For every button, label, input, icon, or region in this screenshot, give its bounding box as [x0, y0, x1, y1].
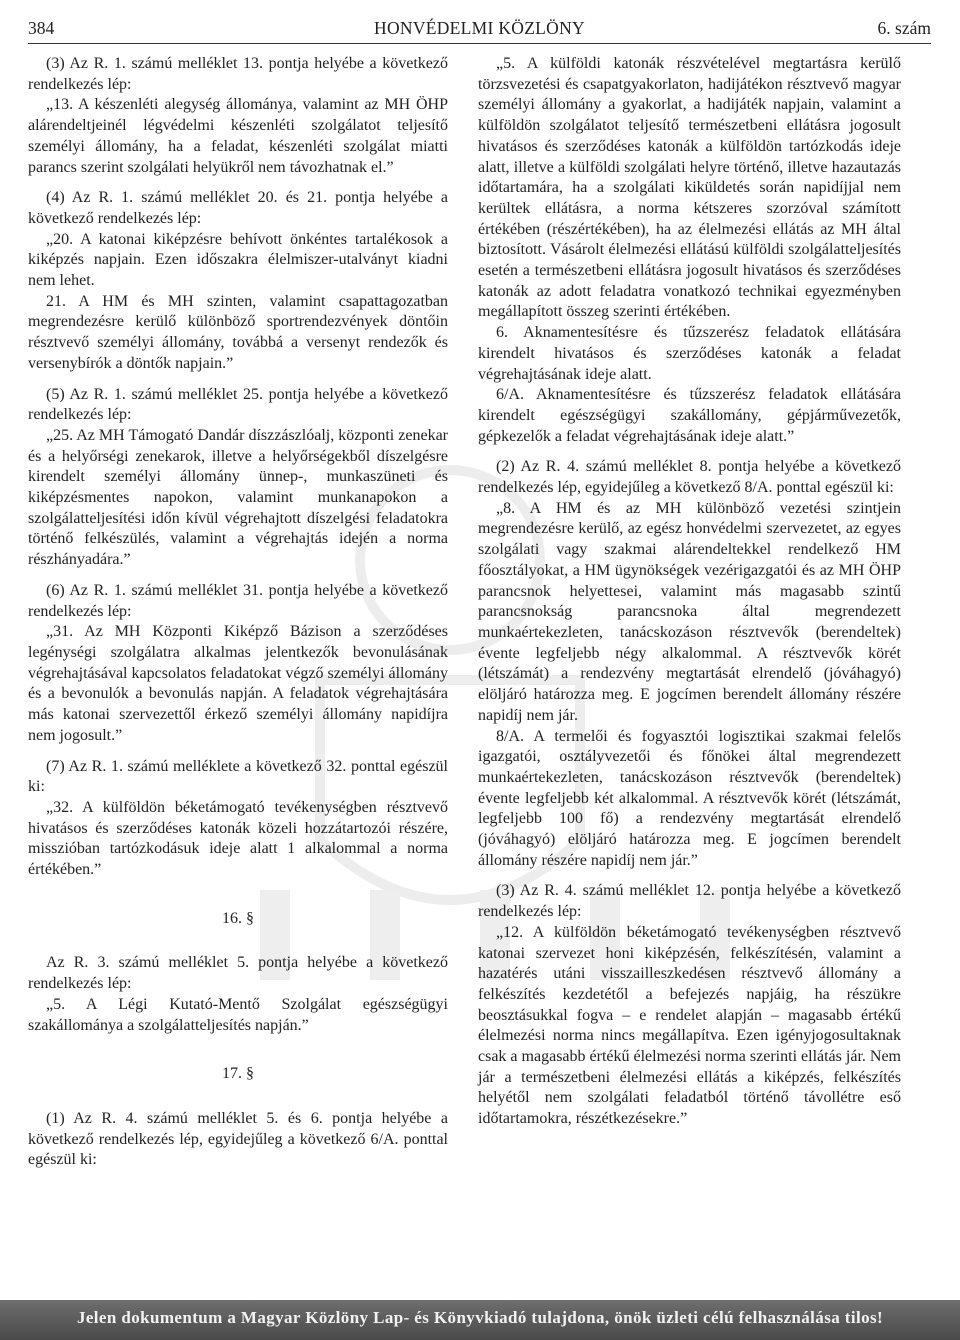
section-heading: 17. §	[222, 1065, 254, 1083]
page-header	[28, 17, 931, 44]
left-column	[28, 54, 448, 1171]
paragraph: 6/A. Aknamentesítésre és tűzszerész feladatok ellátására kirendelt egészségügyi szakállomány, gépjárművezetők, gépkezelők a feladat végrehajtásának ideje alatt.”	[478, 386, 901, 445]
paragraph: 21. A HM és MH szinten, valamint csapattagozatban megrendezésre kerülő különböző sportrendezvények döntőin résztvevő személyi állomány, továbbá a versenyt rendezők és versenybírók a döntők napjain.”	[28, 292, 448, 372]
paragraph: (7) Az R. 1. számú melléklete a következő 32. ponttal egészül ki:	[28, 757, 448, 796]
copyright-notice: Jelen dokumentum a Magyar Közlöny Lap- és Könyvkiadó tulajdona, önök üzleti célú felhasználása tilos!	[76, 1308, 884, 1327]
paragraph: Az R. 3. számú melléklet 5. pontja helyébe a következő rendelkezés lép:	[28, 954, 448, 993]
paragraph: „25. Az MH Támogató Dandár díszzászlóalj, központi zenekar és a helyőrségi zenekarok, illetve a helyőrségekből díszelgésre kirendelt személyi állomány ünnep-, munkaszüneti és kiképzésmentes napokon, valamint munkanapokon a szolgálatteljesítési időn kívül végrehajtott díszelgési feladatokra történő felkészülés, valamint a végrehajtás idején a norma részhányadára.”	[28, 426, 448, 569]
paragraph: (4) Az R. 1. számú melléklet 20. és 21. pontja helyébe a következő rendelkezés lép:	[28, 189, 448, 227]
paragraph: „20. A katonai kiképzésre behívott önkéntes tartalékosok a kiképzés napjain. Ezen időszakra élelmiszer-utalványt kiadni nem lehet.	[28, 230, 448, 290]
paragraph: „5. A külföldi katonák részvételével megtartásra kerülő törzsvezetési és csapatgyakorlaton, hadijátékon résztvevő magyar személyi állomány a gyakorlat, a hadijáték napjain, valamint a külföldön szolgálatot teljesítő természetbeni ellátásra jogosult hivatásos és szerződéses katonák a külföldön tartózkodás ideje alatt, illetve a külföldi szolgálati helyre történő, illetve hazautazás időtartamára, ha a szolgálati kiküldetés során napidíjjal nem kerültek ellátásra, a norma kétszeres szorzóval számított értékében (részértékében), ha az élelmezési ellátás az MH által biztosított. Vásárolt élelmezési ellátású külföldi szolgálatteljesítés esetén a természetbeni ellátásra jogosult hivatásos és szerződéses katonák az adott feladatra vonatkozó technikai egyezményben megállapított összeg szerinti értékében.	[478, 55, 901, 321]
issue-number: 6. szám	[877, 18, 931, 38]
paragraph: „13. A készenléti alegység állománya, valamint az MH ÖHP alárendeltjeinél légvédelmi készenléti szolgálatot teljesítő személyi állomány, ha a feladat, készenléti szolgálat miatti parancs szerint szolgálati helyükről nem távozhatnak el.”	[28, 96, 448, 176]
paragraph: (3) Az R. 1. számú melléklet 13. pontja helyébe a következő rendelkezés lép:	[28, 55, 448, 93]
paragraph: (1) Az R. 4. számú melléklet 5. és 6. pontja helyébe a következő rendelkezés lép, egyidejűleg a következő 6/A. ponttal egészül ki:	[28, 1109, 448, 1169]
paragraph: (3) Az R. 4. számú melléklet 12. pontja helyébe a következő rendelkezés lép:	[478, 882, 901, 921]
paragraph: 6. Aknamentesítésre és tűzszerész feladatok ellátására kirendelt hivatásos és szerződéses katonák a feladat végrehajtásának ideje alatt.	[478, 324, 901, 383]
copyright-footer	[0, 1300, 960, 1340]
paragraph: (5) Az R. 1. számú melléklet 25. pontja helyébe a következő rendelkezés lép:	[28, 385, 448, 424]
paragraph: „31. Az MH Központi Kiképző Bázison a szerződéses legénységi szolgálatra alkalmas jelentkezők bevonulásának végrehajtásával kapcsolatos feladatokat végző személyi állomány és a bevonulók a bevonulás napján. A feladatok végrehajtására más katonai szervezettől érkező személyi állomány napidíjra nem jogosult.”	[28, 623, 448, 744]
right-column	[478, 54, 901, 1130]
section-heading: 16. §	[222, 909, 254, 927]
paragraph: „12. A külföldön béketámogató tevékenységben résztvevő katonai szervezet honi kiképzésén, felkészítésén, valamint a hazatérés utáni visszailleszkedésen résztvevő állomány a felkészítés kezdetétől a befejezés napjáig, ha részükre beosztásukkal fogva – e rendelet alapján – magasabb értékű élelmezési norma nincs megállapítva. Ezen igényjogosultaknak csak a magasabb értékű élelmezési norma szerinti ellátás jár. Nem jár a természetbeni élelmezési ellátás a kiképzés, felkészítés helyétől nem szolgálati feladatból történő távollétre eső időtartamokra, részétkezésekre.”	[478, 923, 901, 1128]
paragraph: (6) Az R. 1. számú melléklet 31. pontja helyébe a következő rendelkezés lép:	[28, 581, 448, 620]
page-number: 384	[28, 18, 55, 38]
paragraph: „8. A HM és az MH különböző vezetési szintjein megrendezésre kerülő, az egész honvédelmi szervezetet, az egyes szolgálati vagy szakmai alárendeltekkel rendelkező HM főosztályokat, a HM ügynökségek vezérigazgatói és az MH ÖHP parancsnok helyettesei, valamint más magasabb szintű parancsnokság parancsnoka által megrendezett munkaértekezleten, tanácskozáson résztvevők (berendeltek) évente legfeljebb négy alkalommal. A résztvevők körét (létszámát) a rendezvény megtartását elrendelő (jóváhagyó) elöljáró határozza meg. E jogcímen berendelt állomány részére napidíj nem jár.	[478, 499, 901, 724]
publication-title: HONVÉDELMI KÖZLÖNY	[374, 18, 585, 38]
paragraph: (2) Az R. 4. számú melléklet 8. pontja helyébe a következő rendelkezés lép, egyidejűleg a következő 8/A. ponttal egészül ki:	[478, 458, 901, 497]
paragraph: 8/A. A termelői és fogyasztói logisztikai szakmai felelős igazgatói, osztályvezetői és főnökei által megrendezett munkaértekezleten, tanácskozáson résztvevők (berendeltek) évente legfeljebb két alkalommal. A résztvevők körét (létszámát, legfeljebb 100 fő) a rendezvény megtartását elrendelő (jóváhagyó) elöljáró határozza meg. E jogcímen berendelt állomány részére napidíj nem jár.”	[478, 727, 901, 869]
paragraph: „5. A Légi Kutató-Mentő Szolgálat egészségügyi szakállománya a szolgálatteljesítés napján.”	[28, 995, 448, 1034]
paragraph: „32. A külföldön béketámogató tevékenységben résztvevő hivatásos és szerződéses katonák közeli hozzátartozói részére, misszióban tartózkodásuk ideje alatt 1 alkalommal a norma értékében.”	[28, 798, 448, 879]
